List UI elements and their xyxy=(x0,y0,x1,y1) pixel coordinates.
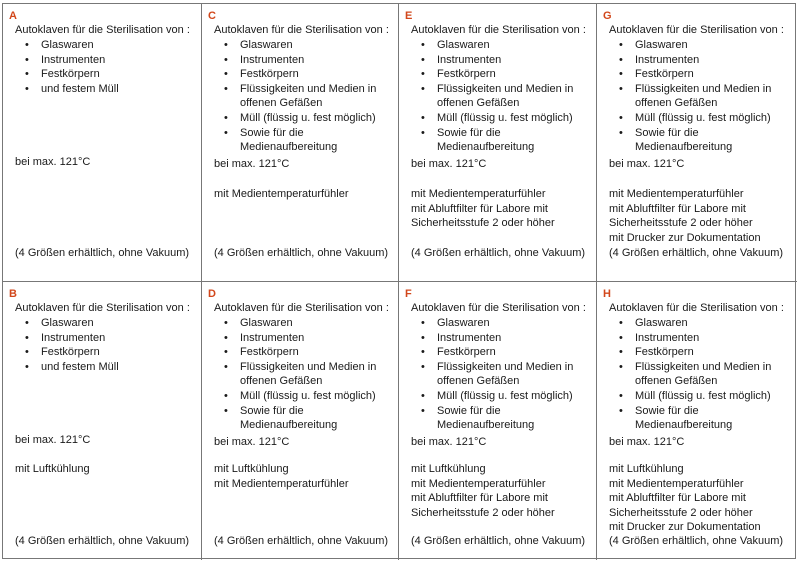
material-list-item: • Flüssigkeiten und Medien in offenen Gefäßen xyxy=(214,82,389,111)
material-list-item: • Müll (flüssig u. fest möglich) xyxy=(609,389,784,404)
material-list xyxy=(609,316,784,433)
feature-line: mit Medientemperaturfühler xyxy=(411,188,546,200)
feature-line: mit Abluftfilter für Labore mit xyxy=(609,202,746,215)
feature-line: mit Medientemperaturfühler xyxy=(214,188,349,200)
max-temperature: bei max. 121°C xyxy=(15,156,91,168)
material-list-item: • Instrumenten xyxy=(609,331,784,346)
feature-line: Sicherheitsstufe 2 oder höher xyxy=(609,506,753,519)
cell-title: Autoklaven für die Sterilisation von : xyxy=(15,24,190,36)
cell-letter: B xyxy=(9,288,17,300)
feature-line: mit Luftkühlung xyxy=(411,463,486,475)
cell-letter: H xyxy=(603,288,611,300)
availability-note: (4 Größen erhältlich, ohne Vakuum) xyxy=(214,247,389,259)
max-temperature: bei max. 121°C xyxy=(15,434,91,446)
feature-line: mit Abluftfilter für Labore mit xyxy=(411,202,548,215)
feature-line: mit Medientemperaturfühler xyxy=(214,477,349,490)
max-temperature: bei max. 121°C xyxy=(214,436,290,448)
cell-F xyxy=(399,282,597,560)
cell-title: Autoklaven für die Sterilisation von : xyxy=(214,302,389,314)
cell-letter: A xyxy=(9,10,17,22)
material-list-item: • Instrumenten xyxy=(15,53,190,68)
cell-letter: G xyxy=(603,10,612,22)
feature-line: Sicherheitsstufe 2 oder höher xyxy=(411,506,555,519)
material-list-item: • Sowie für die Medienaufbereitung xyxy=(214,126,389,155)
material-list-item: • Festkörpern xyxy=(214,345,389,360)
cell-letter: F xyxy=(405,288,412,300)
material-list-item: • Sowie für die Medienaufbereitung xyxy=(214,404,389,433)
cell-G xyxy=(597,4,797,282)
material-list-item: • und festem Müll xyxy=(15,82,190,97)
max-temperature: bei max. 121°C xyxy=(609,158,685,170)
material-list-item: • Instrumenten xyxy=(214,53,389,68)
feature-line: mit Abluftfilter für Labore mit xyxy=(411,492,548,505)
material-list-item: • Festkörpern xyxy=(214,67,389,82)
material-list-item: • Sowie für die Medienaufbereitung xyxy=(411,126,586,155)
feature-line: Sicherheitsstufe 2 oder höher xyxy=(609,217,753,230)
material-list-item: • Glaswaren xyxy=(214,38,389,53)
material-list-item: • Sowie für die Medienaufbereitung xyxy=(609,404,784,433)
material-list-item: • Instrumenten xyxy=(411,53,586,68)
cell-title: Autoklaven für die Sterilisation von : xyxy=(609,24,784,36)
material-list-item: • Glaswaren xyxy=(609,316,784,331)
cell-title: Autoklaven für die Sterilisation von : xyxy=(609,302,784,314)
material-list-item: • Glaswaren xyxy=(214,316,389,331)
material-list-item: • Müll (flüssig u. fest möglich) xyxy=(411,111,586,126)
max-temperature: bei max. 121°C xyxy=(411,436,487,448)
feature-line: mit Luftkühlung xyxy=(15,463,90,475)
material-list-item: • Sowie für die Medienaufbereitung xyxy=(411,404,586,433)
cell-title: Autoklaven für die Sterilisation von : xyxy=(214,24,389,36)
feature-line: mit Drucker zur Dokumentation xyxy=(609,521,761,534)
material-list xyxy=(15,316,190,374)
cell-title: Autoklaven für die Sterilisation von : xyxy=(411,302,586,314)
material-list-item: • Glaswaren xyxy=(411,38,586,53)
cell-letter: E xyxy=(405,10,413,22)
material-list-item: • Glaswaren xyxy=(411,316,586,331)
cell-letter: D xyxy=(208,288,216,300)
material-list-item: • Glaswaren xyxy=(15,38,190,53)
material-list-item: • Instrumenten xyxy=(609,53,784,68)
availability-note: (4 Größen erhältlich, ohne Vakuum) xyxy=(214,535,389,547)
max-temperature: bei max. 121°C xyxy=(411,158,487,170)
availability-note: (4 Größen erhältlich, ohne Vakuum) xyxy=(411,535,586,547)
material-list-item: • Instrumenten xyxy=(214,331,389,346)
material-list-item: • Instrumenten xyxy=(411,331,586,346)
cell-A xyxy=(3,4,202,282)
feature-line: Sicherheitsstufe 2 oder höher xyxy=(411,217,555,230)
material-list xyxy=(214,38,389,155)
feature-line: mit Medientemperaturfühler xyxy=(609,477,744,490)
cell-title: Autoklaven für die Sterilisation von : xyxy=(15,302,190,314)
cell-title: Autoklaven für die Sterilisation von : xyxy=(411,24,586,36)
feature-line: mit Medientemperaturfühler xyxy=(609,188,744,200)
feature-line: mit Drucker zur Dokumentation xyxy=(609,231,761,244)
material-list-item: • Flüssigkeiten und Medien in offenen Gefäßen xyxy=(609,360,784,389)
feature-line: mit Medientemperaturfühler xyxy=(411,477,546,490)
material-list xyxy=(411,38,586,155)
cell-H xyxy=(597,282,797,560)
material-list-item: • Festkörpern xyxy=(15,345,190,360)
material-list-item: • Müll (flüssig u. fest möglich) xyxy=(214,389,389,404)
autoclave-comparison-table xyxy=(2,3,796,559)
material-list xyxy=(411,316,586,433)
material-list-item: • Festkörpern xyxy=(411,67,586,82)
feature-line: mit Abluftfilter für Labore mit xyxy=(609,492,746,505)
availability-note: (4 Größen erhältlich, ohne Vakuum) xyxy=(411,247,586,259)
material-list-item: • Glaswaren xyxy=(609,38,784,53)
material-list-item: • Flüssigkeiten und Medien in offenen Gefäßen xyxy=(411,360,586,389)
availability-note: (4 Größen erhältlich, ohne Vakuum) xyxy=(609,535,784,547)
material-list-item: • Flüssigkeiten und Medien in offenen Gefäßen xyxy=(609,82,784,111)
availability-note: (4 Größen erhältlich, ohne Vakuum) xyxy=(15,247,190,259)
material-list-item: • Festkörpern xyxy=(15,67,190,82)
cell-letter: C xyxy=(208,10,216,22)
material-list xyxy=(214,316,389,433)
material-list-item: • und festem Müll xyxy=(15,360,190,375)
cell-E xyxy=(399,4,597,282)
material-list-item: • Flüssigkeiten und Medien in offenen Gefäßen xyxy=(411,82,586,111)
availability-note: (4 Größen erhältlich, ohne Vakuum) xyxy=(15,535,190,547)
cell-C xyxy=(202,4,399,282)
material-list-item: • Glaswaren xyxy=(15,316,190,331)
feature-line: mit Luftkühlung xyxy=(214,463,289,475)
max-temperature: bei max. 121°C xyxy=(609,436,685,448)
material-list xyxy=(15,38,190,96)
material-list-item: • Festkörpern xyxy=(411,345,586,360)
material-list xyxy=(609,38,784,155)
material-list-item: • Sowie für die Medienaufbereitung xyxy=(609,126,784,155)
max-temperature: bei max. 121°C xyxy=(214,158,290,170)
cell-D xyxy=(202,282,399,560)
cell-B xyxy=(3,282,202,560)
material-list-item: • Flüssigkeiten und Medien in offenen Gefäßen xyxy=(214,360,389,389)
material-list-item: • Müll (flüssig u. fest möglich) xyxy=(411,389,586,404)
material-list-item: • Festkörpern xyxy=(609,345,784,360)
material-list-item: • Instrumenten xyxy=(15,331,190,346)
availability-note: (4 Größen erhältlich, ohne Vakuum) xyxy=(609,247,784,259)
material-list-item: • Müll (flüssig u. fest möglich) xyxy=(214,111,389,126)
material-list-item: • Müll (flüssig u. fest möglich) xyxy=(609,111,784,126)
material-list-item: • Festkörpern xyxy=(609,67,784,82)
feature-line: mit Luftkühlung xyxy=(609,463,684,475)
